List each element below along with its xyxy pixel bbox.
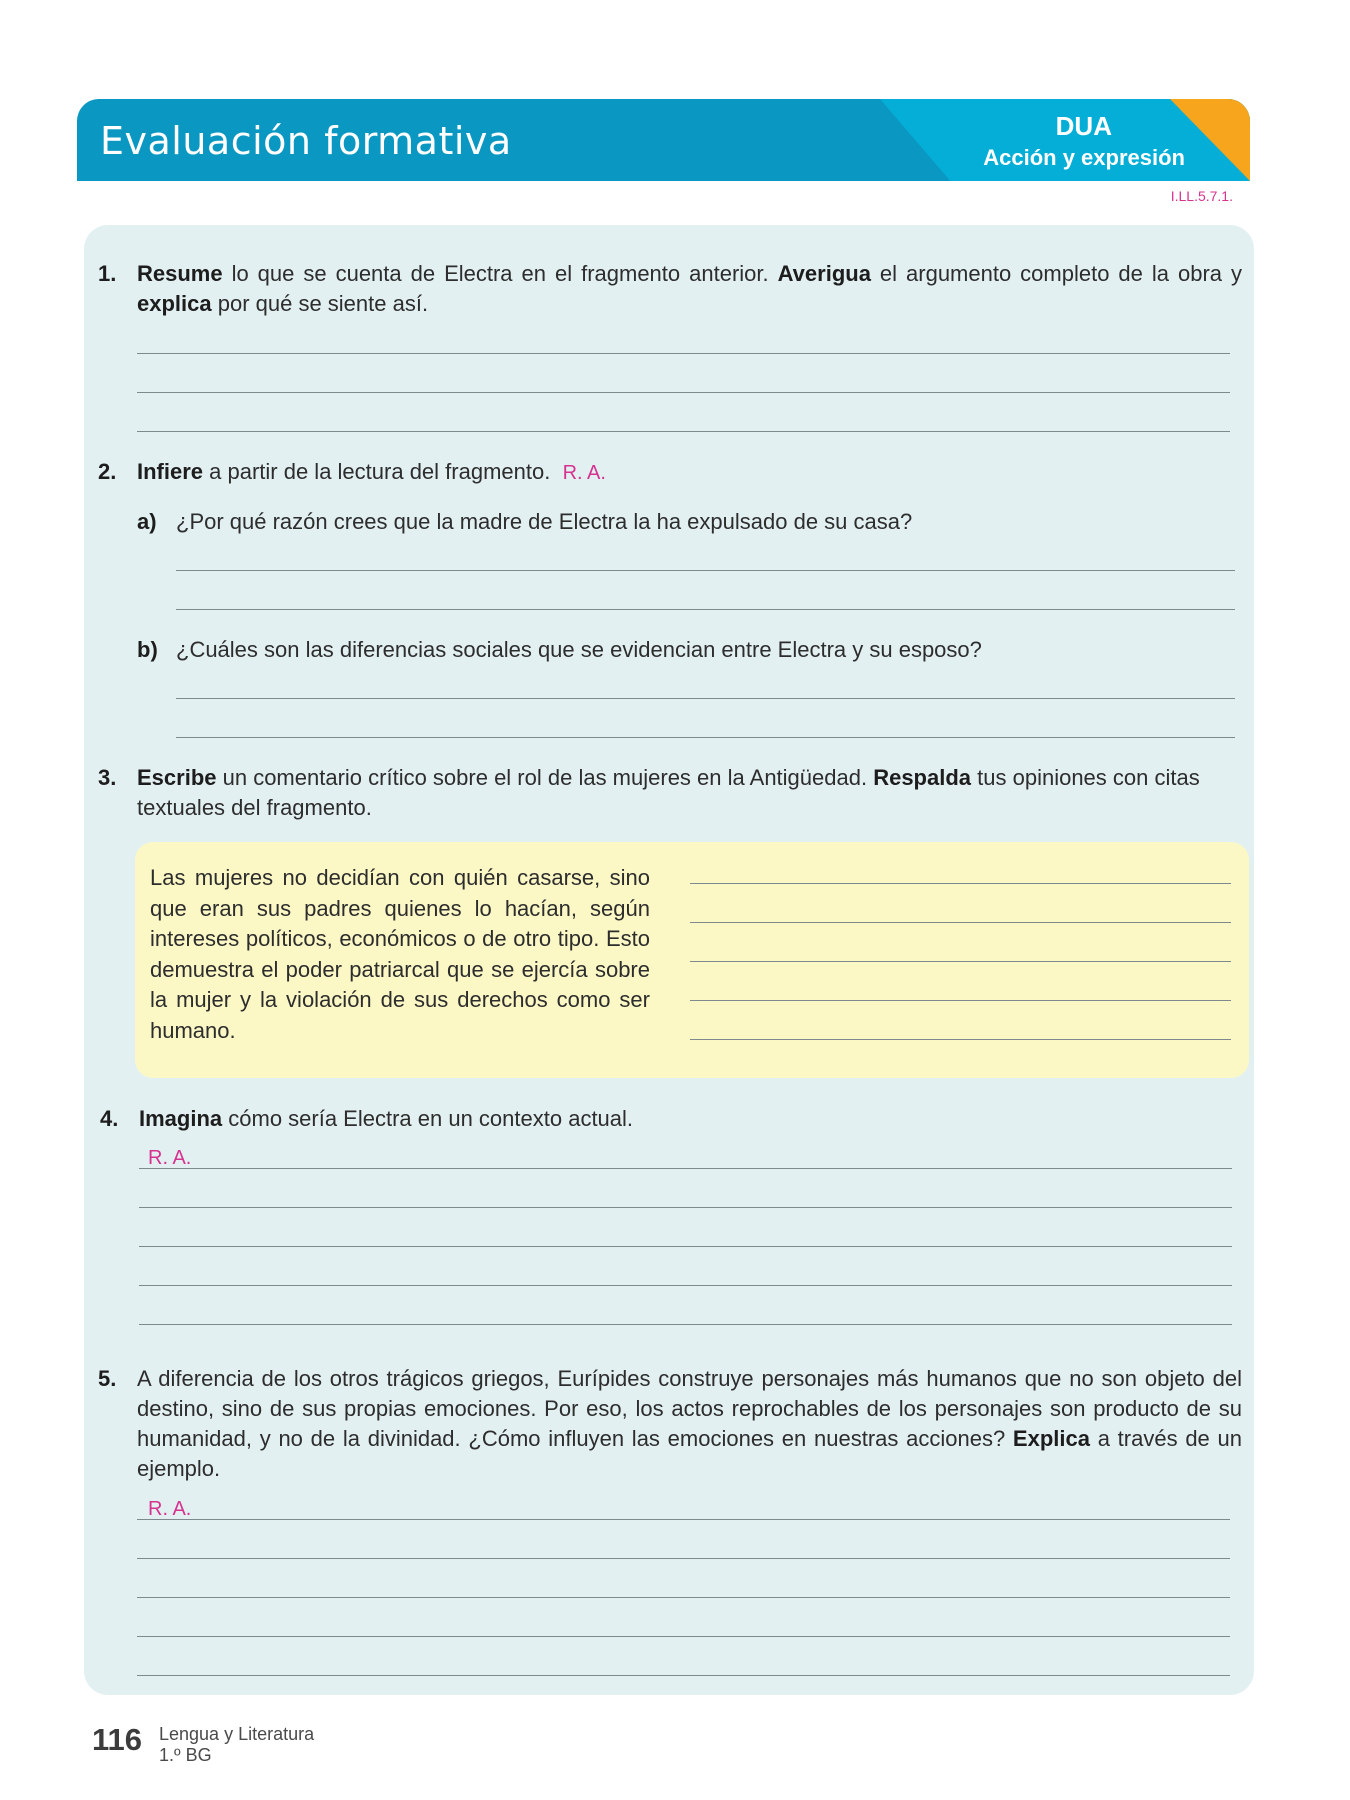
q3-verb-escribe: Escribe bbox=[137, 765, 217, 790]
q2a-answer-line[interactable] bbox=[176, 570, 1235, 571]
q1-answer-line[interactable] bbox=[137, 392, 1230, 393]
page-number: 116 bbox=[92, 1722, 143, 1757]
q5-verb-explica: Explica bbox=[1012, 1426, 1090, 1451]
q2a-label: a) bbox=[137, 509, 157, 534]
q5-number: 5. bbox=[98, 1366, 117, 1391]
q5-answer-line[interactable] bbox=[137, 1675, 1230, 1676]
q4-prompt bbox=[139, 1104, 1139, 1134]
q3-sample-answer: Las mujeres no decidían con quién casarse, sino que eran sus padres quienes lo hacían, según intereses políticos, económicos o de otro tipo. Esto demuestra el poder patriarcal que se ejercía sobre la mujer y la violación de sus derechos como ser humano. bbox=[150, 865, 650, 1043]
q2-prompt bbox=[137, 457, 1137, 488]
q1-verb-explica: explica bbox=[137, 291, 212, 316]
q2-text: a partir de la lectura del fragmento. bbox=[203, 459, 551, 484]
dua-title: DUA bbox=[1055, 111, 1112, 141]
q4-answer-line[interactable] bbox=[139, 1285, 1232, 1286]
q2b-prompt: ¿Cuáles son las diferencias sociales que se evidencian entre Electra y su esposo? bbox=[176, 637, 982, 662]
q4-text: cómo sería Electra en un contexto actual. bbox=[222, 1106, 634, 1131]
q2-number: 2. bbox=[98, 459, 117, 484]
q1-answer-line[interactable] bbox=[137, 353, 1230, 354]
q5-answer-line[interactable] bbox=[137, 1597, 1230, 1598]
q3-answer-line[interactable] bbox=[690, 883, 1231, 884]
q5-ra-note: R. A. bbox=[148, 1498, 192, 1520]
q2-verb-infiere: Infiere bbox=[137, 459, 204, 484]
q1-prompt bbox=[137, 259, 1242, 319]
book-grade: 1.º BG bbox=[159, 1745, 212, 1765]
q5-answer-line[interactable] bbox=[137, 1558, 1230, 1559]
q3-verb-respalda: Respalda bbox=[873, 765, 972, 790]
q3-answer-line[interactable] bbox=[690, 922, 1231, 923]
section-header bbox=[77, 99, 1250, 181]
q1-verb-averigua: Averigua bbox=[777, 261, 871, 286]
q2b-answer-line[interactable] bbox=[176, 698, 1235, 699]
q5-text-1: A diferencia de los otros trágicos griegos, Eurípides construye personajes más humanos que no son objeto del destino, sino de sus propias emociones. Por eso, los actos reprochables de los personajes son producto de su humanidad, y no de la divinidad. ¿Cómo influyen las emociones en nuestras acciones? bbox=[137, 1366, 1242, 1451]
section-title: Evaluación formativa bbox=[100, 119, 512, 163]
dua-subtitle: Acción y expresión bbox=[983, 145, 1185, 170]
q2a-answer-line[interactable] bbox=[176, 609, 1235, 610]
q3-text-2: tus opiniones con citas textuales del fragmento. bbox=[137, 765, 1200, 820]
q4-number: 4. bbox=[100, 1106, 119, 1131]
q1-number: 1. bbox=[98, 261, 117, 286]
book-title: Lengua y Literatura bbox=[159, 1724, 315, 1744]
q3-prompt bbox=[137, 763, 1242, 823]
q4-verb-imagina: Imagina bbox=[139, 1106, 223, 1131]
q4-answer-line[interactable] bbox=[139, 1207, 1232, 1208]
q5-answer-line[interactable] bbox=[137, 1519, 1230, 1520]
q4-ra-note: R. A. bbox=[148, 1147, 192, 1169]
q4-answer-line[interactable] bbox=[139, 1168, 1232, 1169]
q5-answer-line[interactable] bbox=[137, 1636, 1230, 1637]
q1-text-3: por qué se siente así. bbox=[211, 291, 429, 316]
q1-verb-resume: Resume bbox=[137, 261, 223, 286]
q2b-label: b) bbox=[137, 637, 158, 662]
q2a-prompt: ¿Por qué razón crees que la madre de Electra la ha expulsado de su casa? bbox=[176, 509, 913, 534]
indicator-code: I.LL.5.7.1. bbox=[1170, 188, 1233, 204]
q5-text-2: a través de un ejemplo. bbox=[137, 1426, 1242, 1481]
q3-answer-line[interactable] bbox=[690, 1039, 1231, 1040]
q5-prompt bbox=[137, 1364, 1242, 1484]
q3-answer-line[interactable] bbox=[690, 961, 1231, 962]
q4-answer-line[interactable] bbox=[139, 1246, 1232, 1247]
q1-answer-line[interactable] bbox=[137, 431, 1230, 432]
q1-text-2: el argumento completo de la obra y bbox=[870, 261, 1243, 286]
q2b-answer-line[interactable] bbox=[176, 737, 1235, 738]
q3-number: 3. bbox=[98, 765, 117, 790]
q3-text-1: un comentario crítico sobre el rol de las mujeres en la Antigüedad. bbox=[216, 765, 874, 790]
q3-answer-line[interactable] bbox=[690, 1000, 1231, 1001]
q2-ra-note: R. A. bbox=[562, 462, 606, 484]
q1-text-1: lo que se cuenta de Electra en el fragmento anterior. bbox=[222, 261, 778, 286]
q4-answer-line[interactable] bbox=[139, 1324, 1232, 1325]
